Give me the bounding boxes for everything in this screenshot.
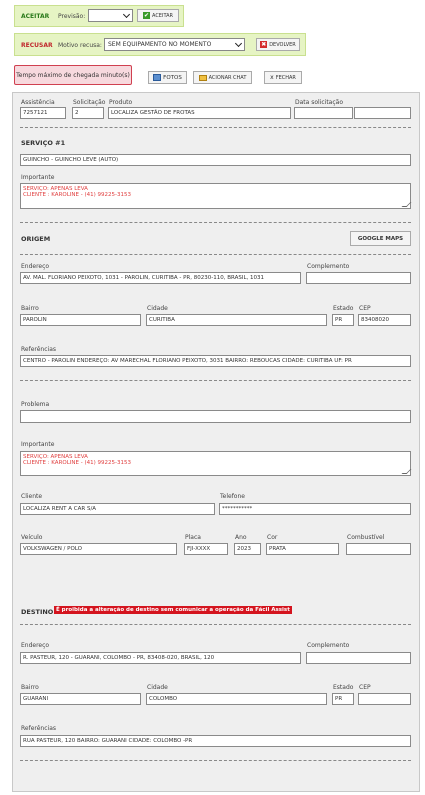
cor-field[interactable]: PRATA: [266, 543, 339, 555]
textarea-line: SERVIÇO: APENAS LEVA: [23, 186, 88, 192]
problema-importante-textarea[interactable]: [20, 451, 411, 476]
destino-estado-field[interactable]: PR: [332, 693, 354, 705]
refuse-reason-value: SEM EQUIPAMENTO NO MOMENTO: [108, 41, 212, 48]
refuse-label: RECUSAR: [21, 42, 53, 49]
origem-endereco-label: Endereço: [21, 263, 50, 270]
close-button[interactable]: [264, 71, 302, 84]
destino-endereco-label: Endereço: [21, 642, 50, 649]
origem-endereco-field[interactable]: AV. MAL. FLORIANO PEIXOTO, 1031 - PAROLIN, CURITIBA - PR, 80230-110, BRASIL, 1031: [20, 272, 301, 284]
x-icon: ✖: [261, 41, 267, 48]
destino-referencias-field[interactable]: RUA PASTEUR, 120 BAIRRO: GUARANI CIDADE: COLOMBO -PR: [20, 735, 411, 747]
origem-bairro-label: Bairro: [21, 305, 39, 312]
textarea-line: CLIENTE : KAROLINE - (41) 99225-3153: [23, 460, 131, 466]
photos-button[interactable]: [148, 71, 187, 84]
origem-estado-field[interactable]: PR: [332, 314, 354, 326]
destino-warning: É proibida a alteração de destino sem comunicar a operação da Fácil Assist: [56, 607, 290, 613]
accept-button-label: ACEITAR: [151, 12, 174, 19]
resize-grip-icon[interactable]: [402, 469, 412, 474]
data-solicitacao-label: Data solicitação: [295, 99, 344, 106]
photo-icon: [153, 74, 161, 81]
origem-title: ORIGEM: [21, 235, 51, 243]
origem-referencias-label: Referências: [21, 346, 56, 353]
origem-cep-field[interactable]: 83408020: [358, 314, 411, 326]
refuse-reason-select[interactable]: [104, 38, 245, 51]
problema-field[interactable]: [20, 410, 411, 423]
chat-button[interactable]: [193, 71, 252, 84]
origem-cidade-field[interactable]: CURITIBA: [146, 314, 327, 326]
destino-referencias-label: Referências: [21, 725, 56, 732]
origem-cep-label: CEP: [359, 305, 371, 312]
forecast-label: Previsão:: [58, 13, 86, 20]
destino-complemento-field[interactable]: [306, 652, 411, 664]
close-icon: x: [270, 74, 274, 81]
forecast-select[interactable]: [88, 9, 133, 22]
data-solicitacao-time-field[interactable]: [354, 107, 411, 119]
return-button-label: DEVOLVER: [269, 41, 296, 48]
destino-cep-field[interactable]: [358, 693, 411, 705]
ano-label: Ano: [235, 534, 247, 541]
placa-label: Placa: [185, 534, 201, 541]
destino-bairro-field[interactable]: GUARANI: [20, 693, 141, 705]
solicitacao-field[interactable]: 2: [72, 107, 104, 119]
refuse-reason-label: Motivo recusa:: [58, 42, 102, 49]
textarea-line: SERVIÇO: APENAS LEVA: [23, 454, 88, 460]
accept-label: ACEITAR: [21, 13, 50, 20]
divider: [20, 380, 411, 381]
divider: [20, 254, 411, 255]
destino-title: DESTINO: [21, 608, 54, 616]
destino-complemento-label: Complemento: [307, 642, 350, 649]
chat-icon: [199, 75, 207, 81]
origem-bairro-field[interactable]: PAROLIN: [20, 314, 141, 326]
placa-field[interactable]: FJI-XXXX: [184, 543, 228, 555]
cliente-label: Cliente: [21, 493, 43, 500]
destino-cidade-field[interactable]: COLOMBO: [146, 693, 327, 705]
servico-importante-label: Importante: [21, 174, 55, 181]
cliente-field[interactable]: LOCALIZA RENT A CAR S/A: [20, 503, 215, 515]
telefone-label: Telefone: [220, 493, 245, 500]
chevron-down-icon: [123, 10, 130, 17]
destino-bairro-label: Bairro: [21, 684, 39, 691]
veiculo-field[interactable]: VOLKSWAGEN / POLO: [20, 543, 177, 555]
chat-button-label: ACIONAR CHAT: [208, 74, 247, 81]
photos-button-label: FOTOS: [163, 74, 182, 81]
solicitacao-label: Solicitação: [73, 99, 106, 106]
problema-label: Problema: [21, 401, 50, 408]
return-button[interactable]: [256, 38, 300, 51]
divider: [20, 624, 411, 625]
origem-complemento-field[interactable]: [306, 272, 411, 284]
textarea-line: CLIENTE : KAROLINE - (41) 99225-3153: [23, 192, 131, 198]
servico-field[interactable]: GUINCHO - GUINCHO LEVE (AUTO): [20, 154, 411, 166]
assistencia-label: Assistência: [21, 99, 55, 106]
max-arrival-alert: [14, 65, 132, 85]
close-button-label: FECHAR: [275, 74, 296, 81]
check-icon: ✔: [143, 12, 149, 19]
combustivel-field[interactable]: [346, 543, 411, 555]
origem-complemento-label: Complemento: [307, 263, 350, 270]
origem-cidade-label: Cidade: [147, 305, 168, 312]
combustivel-label: Combustível: [347, 534, 385, 541]
divider: [20, 760, 411, 761]
veiculo-label: Veículo: [21, 534, 43, 541]
ano-field[interactable]: 2023: [234, 543, 261, 555]
max-arrival-alert-text: Tempo máximo de chegada minuto(s): [16, 71, 130, 79]
origem-referencias-field[interactable]: CENTRO - PAROLIN ENDEREÇO: AV MARECHAL FLORIANO PEIXOTO, 3031 BAIRRO: REBOUCAS CIDADE: CURITIBA UF: PR: [20, 355, 411, 367]
divider: [20, 222, 411, 223]
produto-label: Produto: [109, 99, 133, 106]
data-solicitacao-date-field[interactable]: [294, 107, 353, 119]
google-maps-button[interactable]: GOOGLE MAPS: [350, 231, 411, 246]
divider: [20, 127, 411, 128]
origem-estado-label: Estado: [333, 305, 354, 312]
resize-grip-icon[interactable]: [402, 202, 412, 207]
problema-importante-label: Importante: [21, 441, 55, 448]
chevron-down-icon: [235, 39, 242, 46]
destino-estado-label: Estado: [333, 684, 354, 691]
assistencia-field[interactable]: 7257121: [20, 107, 66, 119]
telefone-field[interactable]: ***********: [219, 503, 411, 515]
destino-cidade-label: Cidade: [147, 684, 168, 691]
servico-title: SERVIÇO #1: [21, 139, 66, 147]
destino-endereco-field[interactable]: R. PASTEUR, 120 - GUARANI, COLOMBO - PR, 83408-020, BRASIL, 120: [20, 652, 301, 664]
accept-button[interactable]: [137, 9, 179, 22]
produto-field[interactable]: LOCALIZA GESTÃO DE FROTAS: [108, 107, 291, 119]
servico-importante-textarea[interactable]: [20, 183, 411, 209]
cor-label: Cor: [267, 534, 278, 541]
destino-cep-label: CEP: [359, 684, 371, 691]
